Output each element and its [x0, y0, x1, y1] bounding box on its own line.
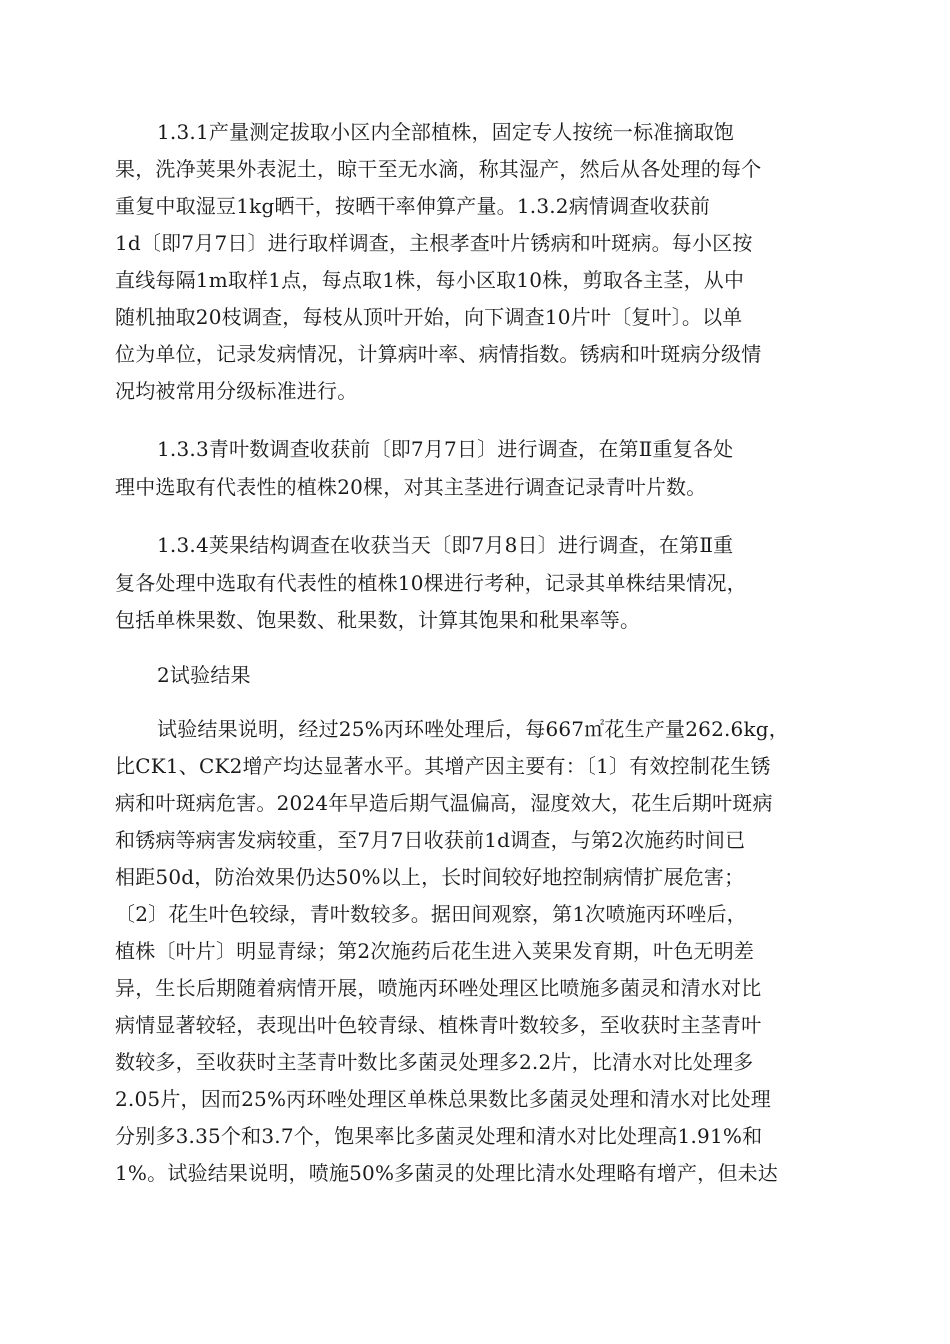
- paragraph-4-line-11: 2.05片，因而25%丙环唑处理区单株总果数比多菌灵处理和清水对比处理: [115, 1087, 771, 1111]
- paragraph-1-line-6: 随机抽取20枝调查，每枝从顶叶开始，向下调查10片叶〔复叶〕。以单: [115, 305, 743, 329]
- paragraph-2-line-1: 1.3.3青叶数调查收获前〔即7月7日〕进行调查，在第Ⅱ重复各处: [157, 437, 734, 461]
- paragraph-1-line-8: 况均被常用分级标准进行。: [115, 379, 358, 403]
- paragraph-1-line-4: 1d〔即7月7日〕进行取样调查，主根孝查叶片锈病和叶斑病。每小区按: [115, 231, 753, 255]
- paragraph-4-line-1: 试验结果说明，经过25%丙环唑处理后，每667㎡花生产量262.6kg，: [157, 717, 790, 741]
- section-heading: 2试验结果: [157, 663, 251, 687]
- paragraph-4-line-7: 植株〔叶片〕明显青绿；第2次施药后花生进入荚果发育期，叶色无明差: [115, 939, 755, 963]
- paragraph-4-line-9: 病情显著较轻，表现出叶色较青绿、植株青叶数较多，至收获时主茎青叶: [115, 1013, 762, 1037]
- paragraph-1-line-2: 果，洗净荚果外表泥土，晾干至无水滴，称其湿产，然后从各处理的每个: [115, 157, 762, 181]
- paragraph-1-line-1: 1.3.1产量测定拔取小区内全部植株，固定专人按统一标准摘取饱: [157, 120, 735, 144]
- paragraph-4-line-10: 数较多，至收获时主茎青叶数比多菌灵处理多2.2片，比清水对比处理多: [115, 1050, 754, 1074]
- paragraph-1-line-7: 位为单位，记录发病情况，计算病叶率、病情指数。锈病和叶斑病分级情: [115, 342, 762, 366]
- paragraph-4-line-6: 〔2〕花生叶色较绿，青叶数较多。据田间观察，第1次喷施丙环唑后，: [115, 902, 747, 926]
- paragraph-3-line-2: 复各处理中选取有代表性的植株10棵进行考种，记录其单株结果情况，: [115, 571, 747, 595]
- paragraph-4-line-5: 相距50d，防治效果仍达50%以上，长时间较好地控制病情扩展危害；: [115, 865, 745, 889]
- paragraph-3-line-1: 1.3.4荚果结构调查在收获当天〔即7月8日〕进行调查，在第Ⅱ重: [157, 533, 734, 557]
- paragraph-4-line-12: 分别多3.35个和3.7个，饱果率比多菌灵处理和清水对比处理高1.91%和: [115, 1124, 763, 1148]
- paragraph-4-line-13: 1%。试验结果说明，喷施50%多菌灵的处理比清水处理略有增产，但未达: [115, 1161, 778, 1185]
- paragraph-1-line-5: 直线每隔1m取样1点，每点取1株，每小区取10株，剪取各主茎，从中: [115, 268, 745, 292]
- paragraph-2-line-2: 理中选取有代表性的植株20棵，对其主茎进行调查记录青叶片数。: [115, 475, 707, 499]
- paragraph-1-line-3: 重复中取湿豆1kg晒干，按晒干率伸算产量。1.3.2病情调查收获前: [115, 194, 711, 218]
- paragraph-3-line-3: 包括单株果数、饱果数、秕果数，计算其饱果和秕果率等。: [115, 608, 641, 632]
- paragraph-4-line-8: 异，生长后期随着病情开展，喷施丙环唑处理区比喷施多菌灵和清水对比: [115, 976, 762, 1000]
- paragraph-4-line-2: 比CK1、CK2增产均达显著水平。其增产因主要有：〔1〕有效控制花生锈: [115, 754, 771, 778]
- paragraph-4-line-3: 病和叶斑病危害。2024年早造后期气温偏高，湿度效大，花生后期叶斑病: [115, 791, 773, 815]
- paragraph-4-line-4: 和锈病等病害发病较重，至7月7日收获前1d调查，与第2次施药时间已: [115, 828, 746, 852]
